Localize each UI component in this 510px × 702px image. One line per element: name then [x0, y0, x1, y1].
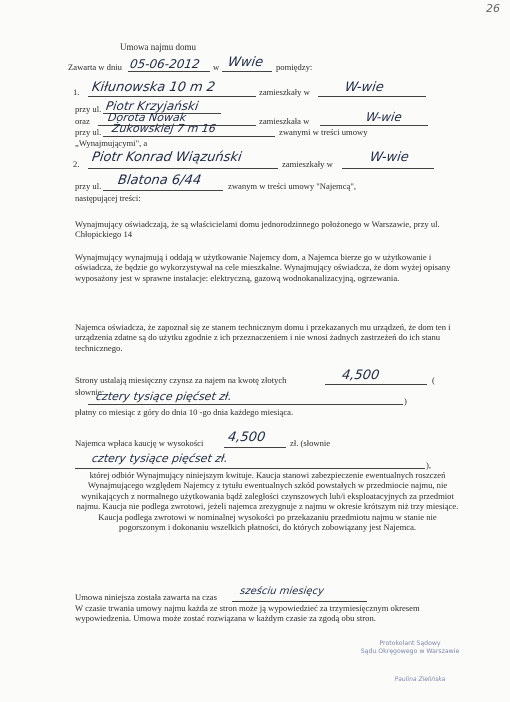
wynajmujacymi-label: „Wynajmującymi", a: [75, 138, 148, 148]
rent-paren-open: (: [432, 375, 435, 385]
deposit-body: której odbiór Wynajmujący niniejszym kwituje. Kaucja stanowi zabezpieczenie ewentualnych roszczeń Wynajmującego względem Najemcy z tytułu ewentualnych szkód powstałych w przedmiocie najmu, nie wynikających z normalnego użytkowania bądź zaległości czynszowych lub/i eksploatacyjnych za przedmiot najmu. Kaucja nie podlega zwrotowi, jeżeli najemca zrezygnuje z najmu w okresie krótszym niż trzy miesiące. Kaucja podlega zwrotowi w nominalnej wysokości po przekazaniu przedmiotu najmu w stanie nie pogorszonym i dokonaniu wszelkich płatności, do których zobowiązany jest Najemca.: [76, 470, 459, 533]
party-1-name: Piotr Krzyjański: [105, 99, 200, 113]
deposit-amount: 4,500: [226, 430, 267, 445]
zawarta-label: Zawarta w dniu: [68, 62, 122, 72]
party-2-przy-line: [103, 136, 275, 137]
paragraph-ownership: Wynajmujący oświadczają, że są właścicielami domu jednorodzinnego położonego w Warszawie, przy ul. Chłopickiego 14: [75, 219, 440, 240]
contract-place: Wwie: [226, 55, 265, 70]
party-3-zam-label: zamieszkały w: [282, 159, 333, 169]
rent-words: cztery tysiące pięćset zł.: [95, 390, 233, 403]
party-1-zam-line: [318, 96, 426, 97]
party-3-name-line: [88, 168, 278, 169]
deposit-line: Najemca wpłaca kaucję w wysokości: [75, 438, 204, 448]
rent-line: Strony ustalają miesięczny czynsz za najem na kwotę złotych: [75, 375, 287, 385]
rent-payment-terms: płatny co miesiąc z góry do dnia 10 -go dnia każdego miesiąca.: [75, 407, 294, 417]
party-3-number: 2.: [73, 159, 80, 169]
stamp-line-1: Protokolant Sądowy: [379, 640, 441, 647]
paragraph-lease: Wynajmujący wynajmują i oddają w użytkowanie Najemcy dom, a Najemca bierze go w użytkowanie i oświadcza, że będzie go wykorzystywał na cele mieszkalne. Wynajmujący oświadcza, że dom wyżej opisany wyposażony jest w sprawne instalacje: elektryczną, gazową wodnokanalizacyjną, ogrzewania.: [75, 252, 451, 283]
party-1-zam-label: zamieszkały w: [259, 87, 310, 97]
term-line: Umowa niniejsza została zawarta na czas: [75, 592, 217, 602]
party-3-street: Blatona 6/44: [116, 173, 203, 188]
stamp-signature: Paulina Zielińska: [394, 676, 446, 683]
oraz-label: oraz: [75, 116, 90, 126]
rent-words-line: [88, 404, 403, 405]
party-1-przy-label: przy ul.: [75, 104, 102, 114]
stamp-line-2: Sądu Okręgowego w Warszawie: [360, 648, 460, 655]
rent-slownie-label: słownie:: [75, 387, 105, 397]
najemca-role-label: zwanym w treści umowy "Najemcą",: [228, 181, 357, 191]
deposit-slownie-label: zł. (słownie: [290, 438, 331, 448]
page-number: 26: [486, 2, 500, 15]
rent-paren-close: ): [404, 396, 407, 406]
party-2-name: Dorota Nowak: [107, 111, 187, 124]
party-2-zam-line: [320, 125, 428, 126]
rent-amount: 4,500: [340, 368, 381, 383]
party-2-city: W-wie: [365, 110, 403, 124]
party-3-zam-line: [342, 168, 434, 169]
zawarta-w-label: w: [213, 62, 220, 72]
party-2-street: Żukowskiej 7 m 16: [111, 122, 217, 135]
deposit-words: cztery tysiące pięćset zł.: [91, 452, 229, 465]
party-2-przy-label: przy ul.: [75, 127, 102, 137]
contract-date: 05-06-2012: [129, 57, 201, 71]
party-3-name: Piotr Konrad Wiązuński: [90, 150, 243, 165]
place-line: [222, 71, 272, 72]
deposit-paren-close: ),: [426, 460, 432, 470]
party-3-przy-line: [103, 190, 223, 191]
deposit-words-line: [75, 468, 425, 469]
term-duration: sześciu miesięcy: [239, 586, 325, 597]
party-2-zam-label: zamieszkała w: [259, 116, 310, 126]
party-2-role-label: zwanymi w treści umowy: [279, 127, 368, 137]
term-line-blank: [232, 601, 367, 602]
party-1-address: Kiłunowska 10 m 2: [90, 80, 217, 95]
court-stamp: [330, 640, 490, 656]
party-1-number: 1.: [73, 87, 80, 97]
deposit-amount-line: [224, 447, 286, 448]
party-3-city: W-wie: [368, 150, 410, 165]
term-body: W czasie trwania umowy najmu każda ze stron może ją wypowiedzieć za trzymiesięcznym okresem wypowiedzenia. Umowa może zostać rozwiązana w każdym czasie za zgodą obu stron.: [75, 603, 420, 624]
party-3-przy-label: przy ul.: [75, 181, 102, 191]
paragraph-condition: Najemca oświadcza, że zapoznał się ze stanem technicznym domu i przekazanych mu urządzeń, że dom ten i urządzenia zdatne są do użytku zgodnie z ich przeznaczeniem i nie wnosi żadnych zastrzeżeń do ich stanu technicznego.: [75, 322, 451, 353]
date-line: [128, 71, 210, 72]
party-1-city: W-wie: [343, 80, 385, 95]
rent-amount-line: [325, 384, 427, 385]
nastepujacej-label: następującej treści:: [75, 193, 141, 203]
document-title: Umowa najmu domu: [120, 42, 196, 52]
pomiedzy-label: pomiędzy:: [276, 62, 313, 72]
party-1-name-line: [88, 96, 256, 97]
